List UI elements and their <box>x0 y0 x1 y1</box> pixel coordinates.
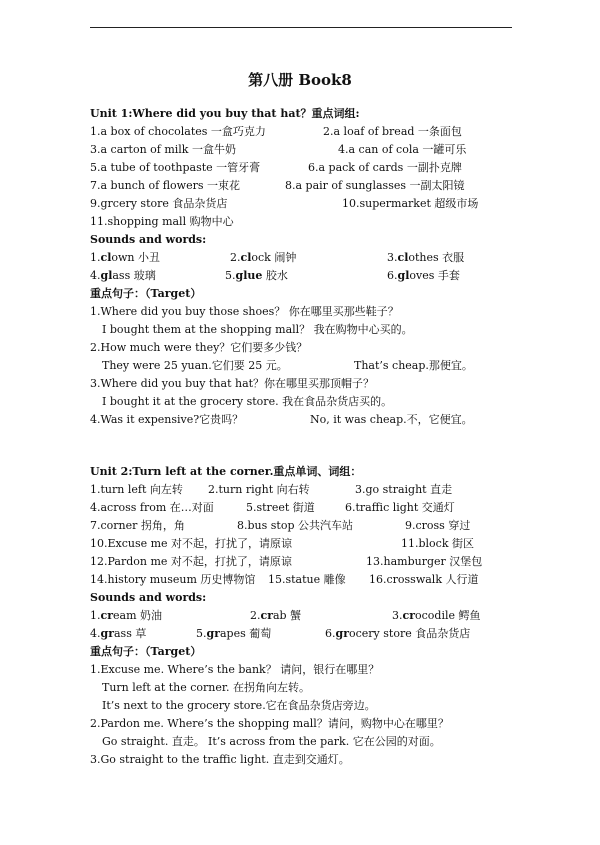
page-title: 第八册 Book8 <box>248 71 352 89</box>
unit2-phrase: 12.Pardon me 对不起，打扰了，请原谅 <box>90 555 292 568</box>
unit2-phrase: 16.crosswalk 人行道 <box>369 573 479 586</box>
unit1-sound-word: 5.glue 胶水 <box>225 269 288 282</box>
unit2-phrase: 4.across from 在…对面 <box>90 501 214 514</box>
unit1-phrase: 5.a tube of toothpaste 一管牙膏 <box>90 161 261 174</box>
unit2-heading: Unit 2:Turn left at the corner.重点单词、词组： <box>90 465 362 478</box>
unit1-sentence: No, it was cheap.不，它便宜。 <box>310 413 473 426</box>
unit1-phrase: 10.supermarket 超级市场 <box>342 197 479 210</box>
unit2-sentence: It’s next to the grocery store.它在食品杂货店旁边。 <box>102 699 376 712</box>
unit2-sentence: 2.Pardon me. Where’s the shopping mall？请问，购物中心在哪里？ <box>90 717 449 730</box>
unit1-sound-word: 1.clown 小丑 <box>90 251 161 264</box>
unit1-sound-word: 3.clothes 衣服 <box>387 251 465 264</box>
unit1-sentence: 2.How much were they？它们要多少钱？ <box>90 341 308 354</box>
unit1-heading: Unit 1:Where did you buy that hat？重点词组: <box>90 107 360 120</box>
unit1-sound-word: 4.glass 玻璃 <box>90 269 156 282</box>
unit2-phrase: 1.turn left 向左转 <box>90 483 183 496</box>
unit2-sentence: Turn left at the corner. 在拐角向左转。 <box>102 681 310 694</box>
unit2-phrase: 2.turn right 向右转 <box>208 483 310 496</box>
header-rule <box>90 27 512 28</box>
unit1-phrase: 11.shopping mall 购物中心 <box>90 215 234 228</box>
unit2-phrase: 9.cross 穿过 <box>405 519 471 532</box>
unit1-sound-word: 2.clock 闹钟 <box>230 251 297 264</box>
unit1-sentence: 3.Where did you buy that hat？你在哪里买那顶帽子？ <box>90 377 375 390</box>
unit1-sentence: 4.Was it expensive?它贵吗？ <box>90 413 244 426</box>
unit2-sound-word: 2.crab 蟹 <box>250 609 302 622</box>
unit2-sentence: It’s across from the park. 它在公园的对面。 <box>208 735 441 748</box>
unit2-sound-word: 5.grapes 葡萄 <box>196 627 272 640</box>
unit1-phrase: 2.a loaf of bread 一条面包 <box>323 125 462 138</box>
unit1-sentence: 1.Where did you buy those shoes？ 你在哪里买那些鞋子？ <box>90 305 399 318</box>
unit2-phrase: 6.traffic light 交通灯 <box>345 501 455 514</box>
unit2-phrase: 14.history museum 历史博物馆 <box>90 573 256 586</box>
unit1-phrase: 7.a bunch of flowers 一束花 <box>90 179 240 192</box>
unit2-sound-word: 1.cream 奶油 <box>90 609 162 622</box>
unit2-sound-word: 6.grocery store 食品杂货店 <box>325 627 471 640</box>
unit2-sentence: 3.Go straight to the traffic light. 直走到交通灯。 <box>90 753 350 766</box>
unit2-sound-word: 4.grass 草 <box>90 627 147 640</box>
unit1-phrase: 9.grcery store 食品杂货店 <box>90 197 228 210</box>
unit2-phrase: 7.corner 拐角，角 <box>90 519 185 532</box>
unit2-sound-word: 3.crocodile 鳄鱼 <box>392 609 481 622</box>
unit2-phrase: 3.go straight 直走 <box>355 483 453 496</box>
unit1-phrase: 3.a carton of milk 一盒牛奶 <box>90 143 236 156</box>
unit2-sentence: 1.Excuse me. Where’s the bank？ 请问，银行在哪里？ <box>90 663 380 676</box>
unit1-sentence: That’s cheap.那便宜。 <box>354 359 473 372</box>
unit1-sound-word: 6.gloves 手套 <box>387 269 460 282</box>
unit1-phrase: 6.a pack of cards 一副扑克牌 <box>308 161 462 174</box>
unit2-sounds-heading: Sounds and words: <box>90 591 207 604</box>
unit1-sentence: I bought it at the grocery store. 我在食品杂货店买的。 <box>102 395 393 408</box>
unit2-sentence: Go straight. 直走。 <box>102 735 205 748</box>
unit1-sentence: They were 25 yuan.它们要 25 元。 <box>102 359 288 372</box>
unit1-phrase: 1.a box of chocolates 一盒巧克力 <box>90 125 266 138</box>
unit2-phrase: 5.street 街道 <box>246 501 315 514</box>
unit2-target-heading: 重点句子：（Target） <box>90 645 202 658</box>
unit2-phrase: 15.statue 雕像 <box>268 573 346 586</box>
unit2-phrase: 11.block 街区 <box>401 537 474 550</box>
unit2-phrase: 10.Excuse me 对不起，打扰了，请原谅 <box>90 537 293 550</box>
unit1-sounds-heading: Sounds and words: <box>90 233 207 246</box>
unit1-target-heading: 重点句子：（Target） <box>90 287 202 300</box>
unit2-phrase: 13.hamburger 汉堡包 <box>366 555 483 568</box>
unit1-phrase: 4.a can of cola 一罐可乐 <box>338 143 467 156</box>
unit2-phrase: 8.bus stop 公共汽车站 <box>237 519 353 532</box>
unit1-phrase: 8.a pair of sunglasses 一副太阳镜 <box>285 179 465 192</box>
unit1-sentence: I bought them at the shopping mall？ 我在购物中心买的。 <box>102 323 413 336</box>
